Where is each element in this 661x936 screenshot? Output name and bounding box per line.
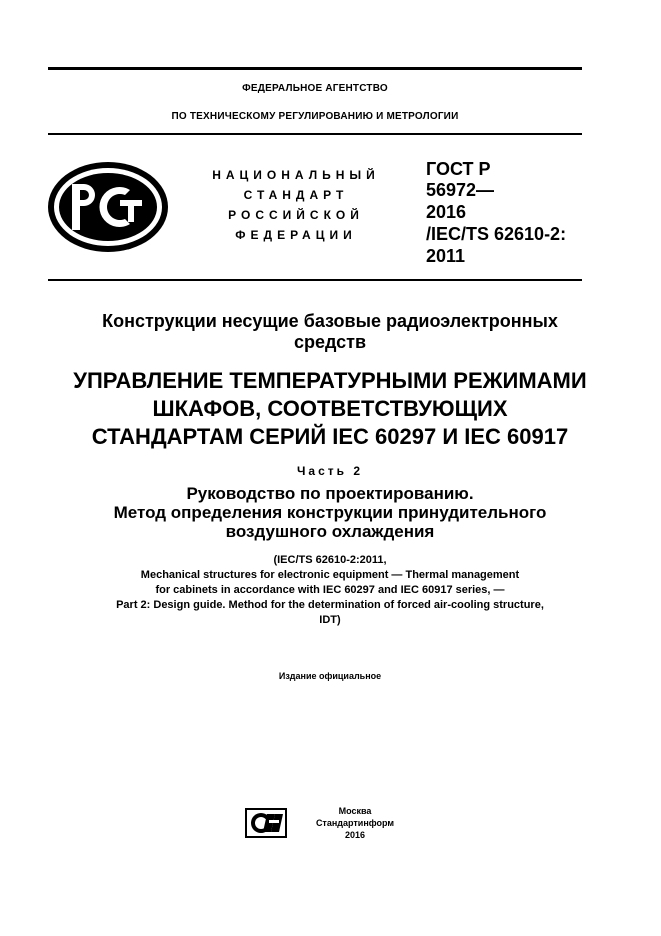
english-title-line5: IDT) <box>319 614 341 626</box>
edition-label: Издание официальное <box>278 671 382 681</box>
standartinform-logo-icon <box>245 808 287 838</box>
designation-line3: 2016 <box>426 202 467 222</box>
part-title-line2: Метод определения конструкции принудительного <box>113 503 547 522</box>
gost-r-certification-mark-icon <box>46 160 170 254</box>
designation-line4: /IEC/TS 62610-2: <box>426 224 567 244</box>
designation-line1: ГОСТ Р <box>426 159 491 179</box>
english-title-line4: Part 2: Design guide. Method for the determination of forced air-cooling structure, <box>116 599 544 611</box>
top-rule <box>48 67 582 70</box>
part-number: Часть 2 <box>296 464 364 478</box>
main-title <box>30 367 630 451</box>
part-title-line3: воздушного охлаждения <box>225 522 435 541</box>
part-title-line1: Руководство по проектированию. <box>186 484 474 503</box>
national-standard-line2: СТАНДАРТ <box>243 188 349 202</box>
bottom-rule <box>48 279 582 281</box>
general-title-line2: средств <box>293 332 367 352</box>
general-title-line1: Конструкции несущие базовые радиоэлектронных <box>102 311 558 331</box>
part-title <box>30 484 630 541</box>
designation-line5: 2011 <box>426 246 466 266</box>
agency-name-line1: ФЕДЕРАЛЬНОЕ АГЕНТСТВО <box>242 83 388 94</box>
english-title <box>30 553 630 628</box>
agency-name-line2: ПО ТЕХНИЧЕСКОМУ РЕГУЛИРОВАНИЮ И МЕТРОЛОГИИ <box>171 111 459 122</box>
publisher-name: Стандартинформ <box>315 818 395 828</box>
english-title-line3: for cabinets in accordance with IEC 60297 and IEC 60917 series, — <box>155 584 505 596</box>
general-title <box>30 311 630 353</box>
middle-rule <box>48 133 582 135</box>
designation-line2: 56972— <box>426 180 495 200</box>
publisher-year: 2016 <box>344 830 366 840</box>
national-standard-line1: НАЦИОНАЛЬНЫЙ <box>212 168 380 182</box>
english-title-line2: Mechanical structures for electronic equipment — Thermal management <box>140 569 520 581</box>
english-title-line1: (IEC/TS 62610-2:2011, <box>273 554 387 566</box>
national-standard-line4: ФЕДЕРАЦИИ <box>235 228 357 242</box>
main-title-line3: СТАНДАРТАМ СЕРИЙ IEC 60297 И IEC 60917 <box>91 424 569 449</box>
main-title-line1: УПРАВЛЕНИЕ ТЕМПЕРАТУРНЫМИ РЕЖИМАМИ <box>73 368 587 393</box>
publisher-city: Москва <box>338 806 372 816</box>
main-title-line2: ШКАФОВ, СООТВЕТСТВУЮЩИХ <box>152 396 508 421</box>
national-standard-line3: РОССИЙСКОЙ <box>228 208 364 222</box>
